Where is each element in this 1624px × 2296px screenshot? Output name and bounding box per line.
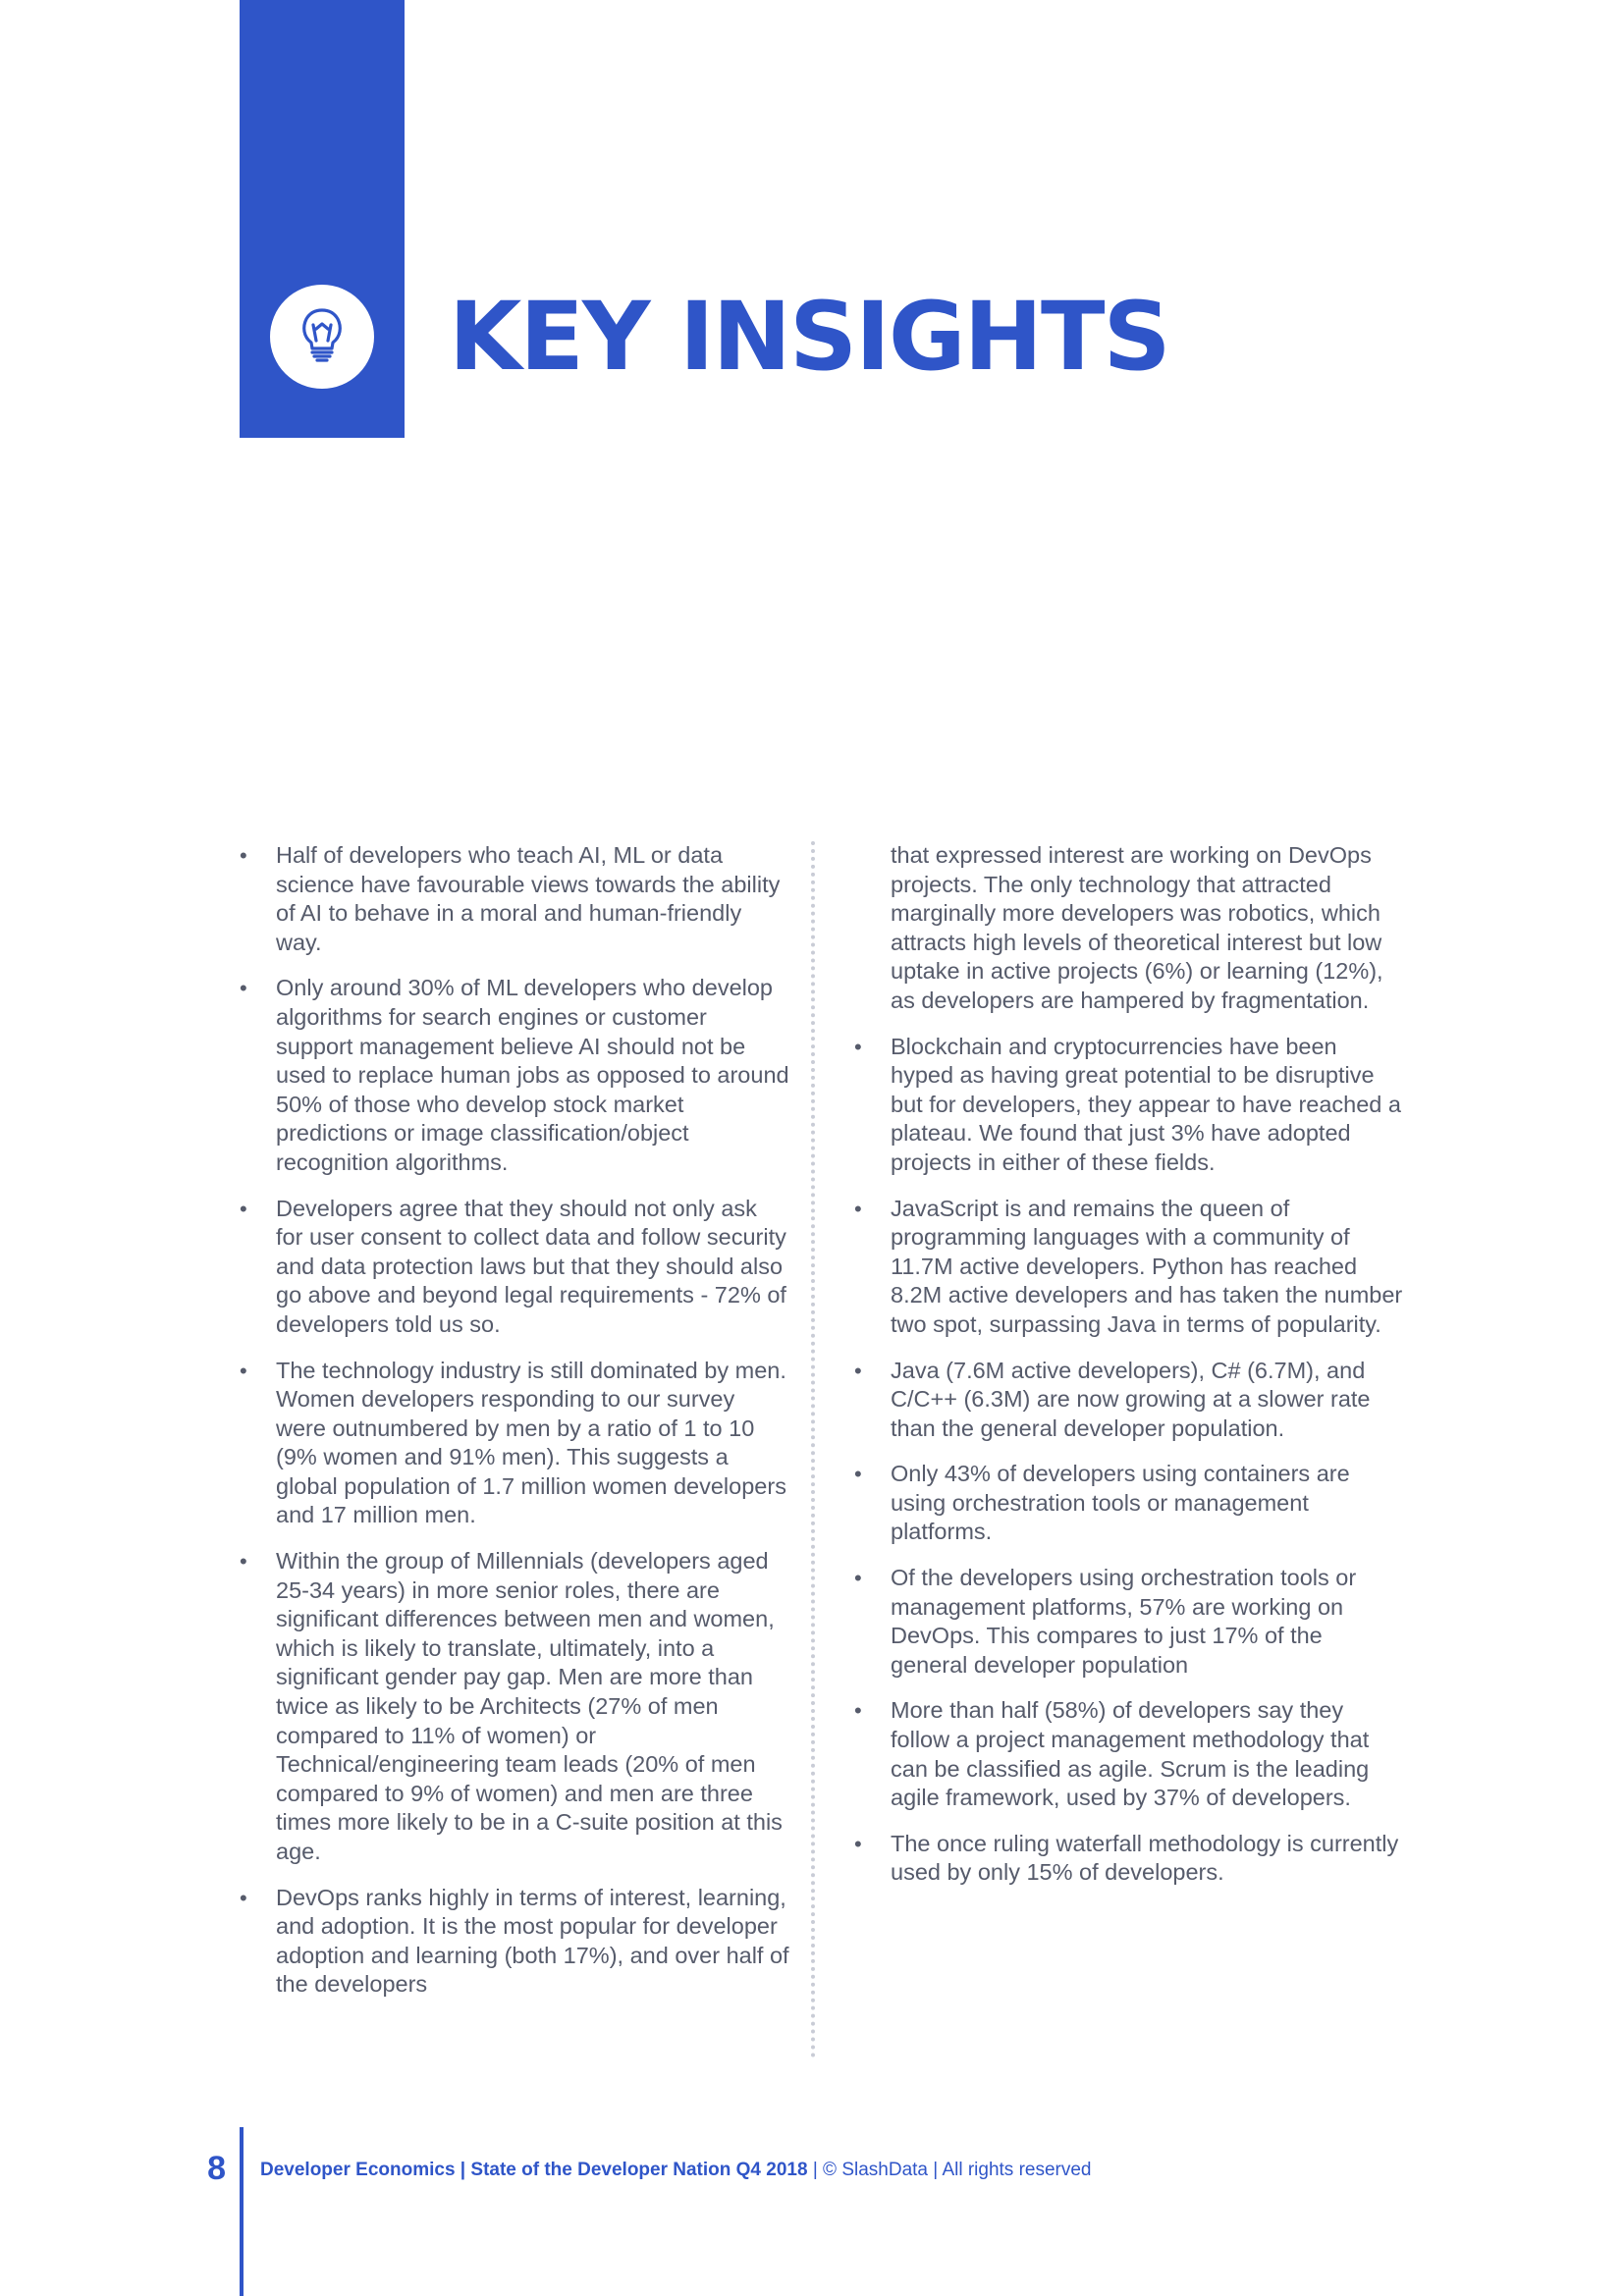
bullet-icon: •: [240, 1196, 247, 1221]
bullet-icon: •: [854, 1034, 862, 1059]
bullet-icon: •: [854, 1196, 862, 1221]
list-item-continuation: [854, 841, 1404, 1016]
list-item-text: Within the group of Millennials (developers aged 25-34 years) in more senior roles, there are significant differences between men and women, which is likely to translate, ultimately, into a significant gender pay gap. Men are more than twice as likely to be Architects (27% of men compared to 11% of women) or Technical/engineering team leads (20% of men compared to 9% of women) and men are three times more likely to be in a C-suite position at this age.: [276, 1548, 783, 1864]
list-item-text: Half of developers who teach AI, ML or data science have favourable views towards the ability of AI to behave in a moral and human-friendly way.: [276, 842, 781, 955]
column-divider: [811, 841, 815, 2058]
right-column: [854, 841, 1404, 1904]
list-item: [240, 1884, 789, 2000]
list-item: [240, 841, 789, 957]
bullet-icon: •: [240, 976, 247, 1001]
list-item-text: Only around 30% of ML developers who develop algorithms for search engines or customer support management believe AI should not be used to replace human jobs as opposed to around 50% of those who develop stock market predictions or image classification/object recognition algorithms.: [276, 975, 789, 1175]
footer-rights: | © SlashData | All rights reserved: [807, 2160, 1092, 2180]
bullet-icon: •: [240, 843, 247, 868]
left-column: [240, 841, 789, 2016]
lightbulb-icon-badge: [270, 285, 374, 389]
list-item: [854, 1696, 1404, 1812]
list-item-text: Java (7.6M active developers), C# (6.7M), and C/C++ (6.3M) are now growing at a slower rate than the general developer population.: [891, 1357, 1371, 1441]
list-item-text: Blockchain and cryptocurrencies have been hyped as having great potential to be disruptive but for developers, they appear to have reached a plateau. We found that just 3% have adopted projects in either of these fields.: [891, 1033, 1401, 1175]
list-item: [854, 1357, 1404, 1444]
list-item-text: Only 43% of developers using containers are using orchestration tools or management platforms.: [891, 1461, 1350, 1545]
footer-accent-line: [240, 2127, 244, 2296]
list-item-text: DevOps ranks highly in terms of interest, learning, and adoption. It is the most popular for developer adoption and learning (both 17%), and over half of the developers: [276, 1884, 789, 1998]
lightbulb-icon: [299, 307, 345, 366]
footer-publication: Developer Economics | State of the Developer Nation Q4 2018: [260, 2160, 808, 2180]
insights-list-right: [854, 841, 1404, 1888]
list-item: [854, 1033, 1404, 1178]
bullet-icon: •: [240, 1358, 247, 1383]
list-item: [240, 974, 789, 1177]
bullet-icon: •: [854, 1698, 862, 1724]
list-item-text: Developers agree that they should not only ask for user consent to collect data and follow security and data protection laws but that they should also go above and beyond legal requirements - 72% of developers told us so.: [276, 1195, 786, 1337]
list-item-text: JavaScript is and remains the queen of programming languages with a community of 11.7M active developers. Python has reached 8.2M active developers and has taken the number two spot, surpassing Java in terms of popularity.: [891, 1195, 1403, 1337]
bullet-icon: •: [240, 1885, 247, 1910]
list-item-text: The technology industry is still dominated by men. Women developers responding to our survey were outnumbered by men by a ratio of 1 to 10 (9% women and 91% men). This suggests a global population of 1.7 million women developers and 17 million men.: [276, 1357, 786, 1528]
list-item: [240, 1195, 789, 1340]
bullet-icon: •: [854, 1358, 862, 1383]
list-item: [854, 1460, 1404, 1547]
page-number: 8: [207, 2150, 226, 2187]
list-item: [854, 1564, 1404, 1680]
list-item-text: that expressed interest are working on DevOps projects. The only technology that attracted marginally more developers was robotics, which attracts high levels of theoretical interest but low uptake in active projects (6%) or learning (12%), as developers are hampered by fragmentation.: [891, 842, 1383, 1013]
page-title: KEY INSIGHTS: [449, 282, 1169, 392]
list-item: [240, 1547, 789, 1867]
bullet-icon: •: [854, 1462, 862, 1487]
insights-list-left: [240, 841, 789, 2000]
list-item: [854, 1195, 1404, 1340]
footer-caption: [260, 2160, 1092, 2181]
list-item: [240, 1357, 789, 1531]
list-item-text: Of the developers using orchestration tools or management platforms, 57% are working on DevOps. This compares to just 17% of the general developer population: [891, 1565, 1357, 1678]
bullet-icon: •: [854, 1566, 862, 1591]
bullet-icon: •: [854, 1831, 862, 1856]
list-item-text: More than half (58%) of developers say they follow a project management methodology that can be classified as agile. Scrum is the leading agile framework, used by 37% of developers.: [891, 1697, 1370, 1811]
list-item: [854, 1830, 1404, 1888]
list-item-text: The once ruling waterfall methodology is currently used by only 15% of developers.: [891, 1830, 1399, 1886]
bullet-icon: •: [240, 1549, 247, 1575]
